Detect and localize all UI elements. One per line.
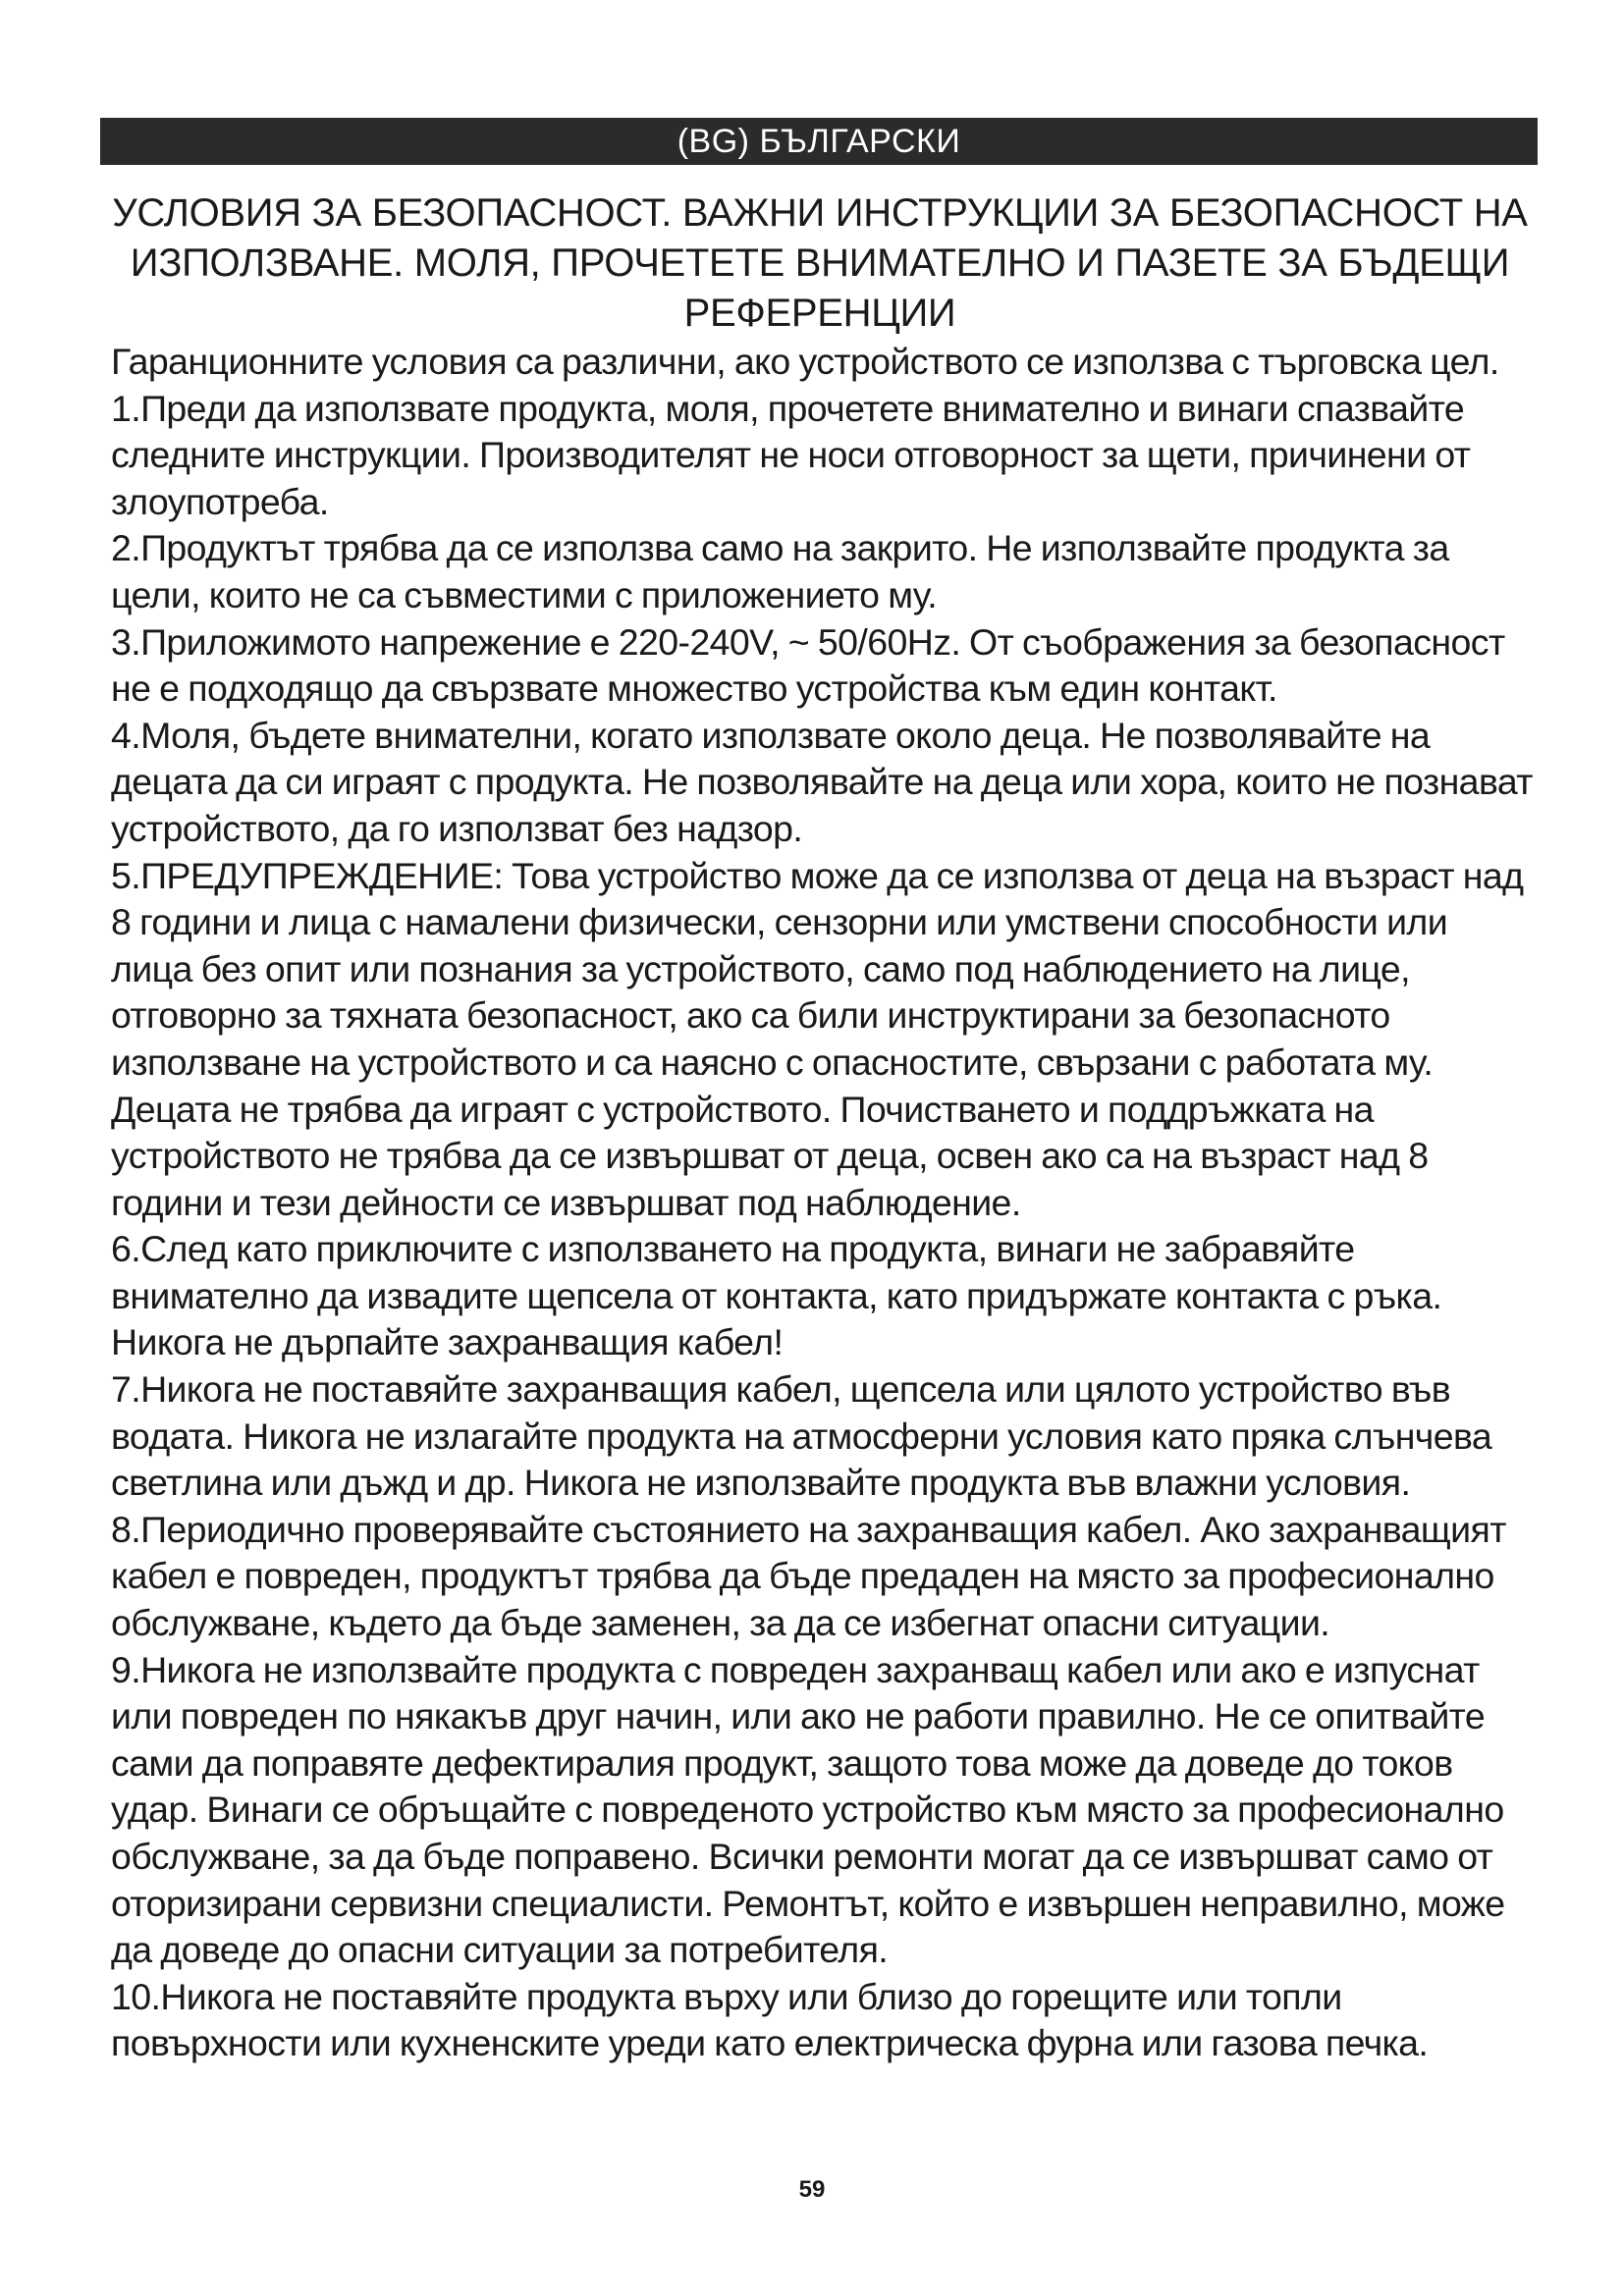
page-number: 59 (798, 2176, 826, 2203)
instruction-item-3: 3.Приложимото напрежение е 220-240V, ~ 50/60Hz. От съображения за безопасност не е подходящо да свързвате множество устройства към един контакт. (111, 620, 1505, 710)
language-header-bar (100, 118, 1538, 165)
page-title: УСЛОВИЯ ЗА БЕЗОПАСНОСТ. ВАЖНИ ИНСТРУКЦИИ ЗА БЕЗОПАСНОСТ НА ИЗПОЛЗВАНЕ. МОЛЯ, ПРОЧЕТЕТЕ ВНИМАТЕЛНО И ПАЗЕТЕ ЗА БЪДЕЩИ РЕФЕРЕНЦИИ (112, 191, 1528, 335)
instruction-item-10: 10.Никога не поставяйте продукта върху или близо до горещите или топли повърхности или кухненските уреди като електрическа фурна или газова печка. (111, 1975, 1429, 2064)
instruction-item-8: 8.Периодично проверявайте състоянието на захранващия кабел. Ако захранващият кабел е повреден, продуктът трябва да бъде предаден на място за професионално обслужване, където да бъде заменен, за да се избегнат опасни ситуации. (111, 1508, 1506, 1644)
intro-paragraph: Гаранционните условия са различни, ако устройството се използва с търговска цел. (111, 341, 1499, 382)
safety-instructions-body (111, 339, 1537, 2067)
instruction-item-5: 5.ПРЕДУПРЕЖДЕНИЕ: Това устройство може да се използва от деца на възраст над 8 години и лица с намалени физически, сензорни или умствени способности или лица без опит или познания за устройството, само под наблюдението на лице, отговорно за тяхната безопасност, ако са били инструктирани за безопасното използване на устройството и са наясно с опасностите, свързани с работата му. Децата не трябва да играят с устройството. Почистването и поддръжката на устройството не трябва да се извършват от деца, освен ако са на възраст над 8 години и тези дейности се извършват под наблюдение. (111, 854, 1524, 1223)
instruction-item-1: 1.Преди да използвате продукта, моля, прочетете внимателно и винаги спазвайте следните инструкции. Производителят не носи отговорност за щети, причинени от злоупотреба. (111, 387, 1471, 522)
language-label: (BG) БЪЛГАРСКИ (677, 123, 961, 160)
instruction-item-4: 4.Моля, бъдете внимателни, когато използвате около деца. Не позволявайте на децата да си играят с продукта. Не позволявайте на деца или хора, които не познават устройството, да го използват без надзор. (111, 714, 1533, 849)
instruction-item-6: 6.След като приключите с използването на продукта, винаги не забравяйте внимателно да извадите щепсела от контакта, като придържате контакта с ръка. Никога не дърпайте захранващия кабел! (111, 1228, 1442, 1363)
instruction-item-9: 9.Никога не използвайте продукта с повреден захранващ кабел или ако е изпуснат или повреден по някакъв друг начин, или ако не работи правилно. Не се опитвайте сами да поправяте дефектиралия продукт, защото това може да доведе до токов удар. Винаги се обръщайте с повреденото устройство към място за професионално обслужване, за да бъде поправено. Всички ремонти могат да се извършват само от оторизирани сервизни специалисти. Ремонтът, който е извършен неправилно, може да доведе до опасни ситуации за потребителя. (111, 1648, 1505, 1971)
instruction-item-2: 2.Продуктът трябва да се използва само на закрито. Не използвайте продукта за цели, които не са съвместими с приложението му. (111, 527, 1449, 615)
instruction-item-7: 7.Никога не поставяйте захранващия кабел, щепсела или цялото устройство във водата. Никога не излагайте продукта на атмосферни условия като пряка слънчева светлина или дъжд и др. Никога не използвайте продукта във влажни условия. (111, 1368, 1492, 1504)
